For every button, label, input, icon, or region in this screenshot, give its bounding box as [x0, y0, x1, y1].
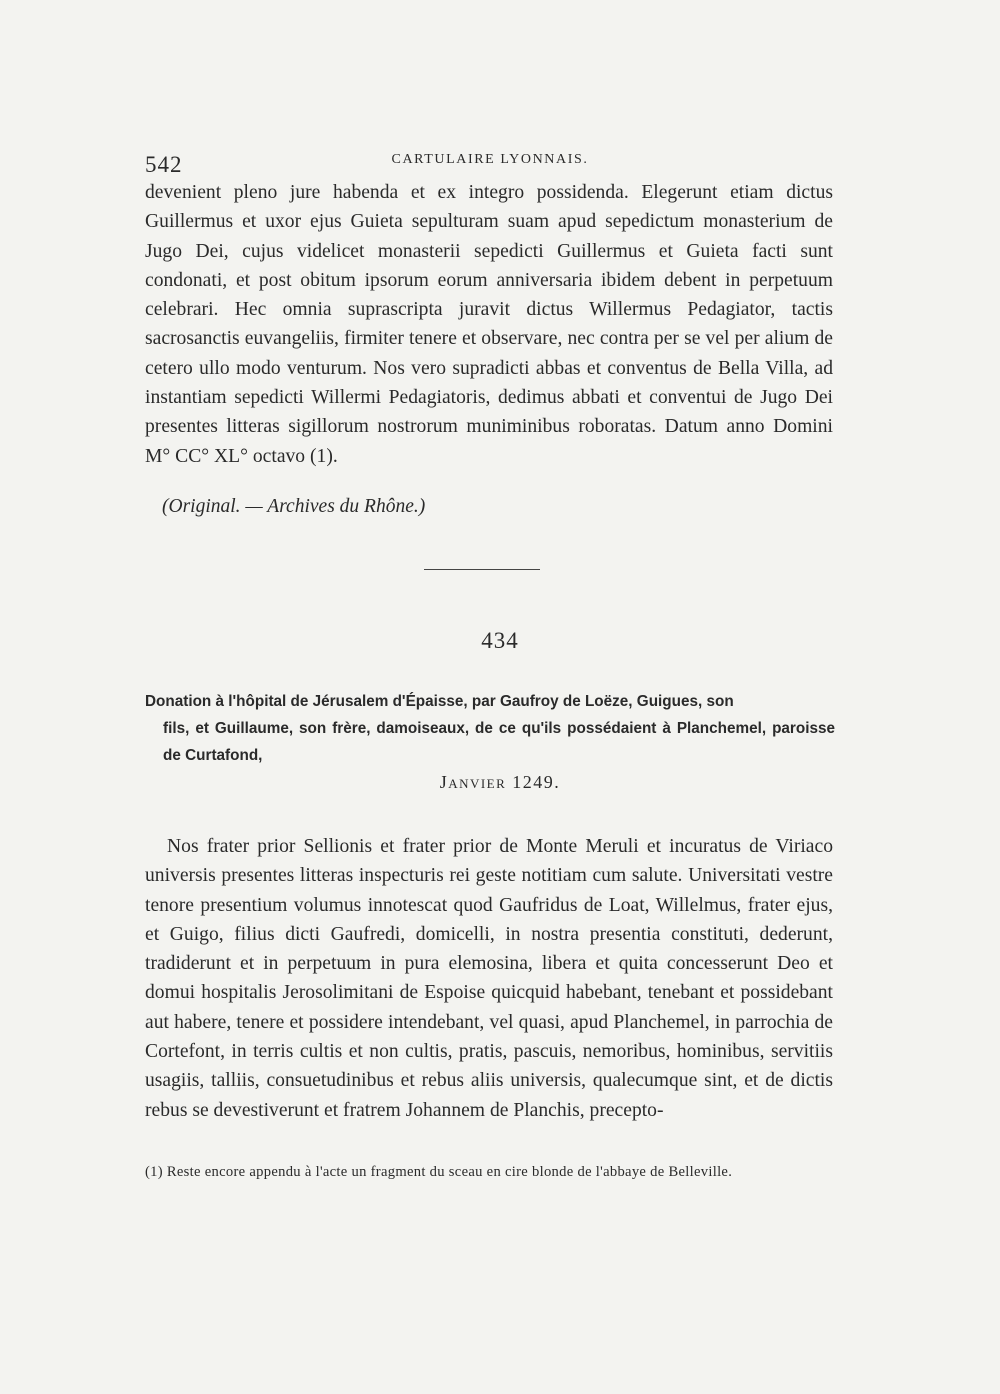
- document-summary: [145, 688, 835, 769]
- continuation-paragraph-block: [145, 178, 833, 471]
- charter-text: Nos frater prior Sellionis et frater prior de Monte Meruli et incuratus de Viriaco universis presentes litteras inspecturis rei geste notitiam cum salute. Universitati vestre tenore presentium volumus innotescat quod Gaufridus de Loat, Willelmus, frater ejus, et Guigo, filius dicti Gaufredi, domicelli, in nostra presentia constituti, dederunt, tradiderunt et in perpetuum in pura elemosina, libera et quita concesserunt Deo et domui hospitalis Jerosolimitani de Espoise quicquid habebant, tenebant et possidebant aut habere, tenere et possidere intendebant, vel quasi, apud Planchemel, in parrochia de Cortefont, in terris cultis et non cultis, pratis, pascuis, nemoribus, hominibus, servitiis usagiis, talliis, consuetudinibus et rebus aliis universis, qualecumque sint, et de dictis rebus se devestiverunt et fratrem Johannem de Planchis, precepto-: [145, 836, 833, 1121]
- section-divider: [424, 569, 540, 570]
- continuation-paragraph: devenient pleno jure habenda et ex integro possidenda. Elegerunt etiam dictus Guillermus et uxor ejus Guieta sepulturam suam apud sepedictum monasterium de Jugo Dei, cujus videlicet monasterii sepedicti Guillermus et Guieta facti sunt condonati, et post obitum ipsorum eorum anniversaria ibidem debent in perpetuum celebrari. Hec omnia suprascripta juravit dictus Willermus Pedagiator, tactis sacrosanctis euvangeliis, firmiter tenere et observare, nec contra per se vel per alium de cetero ullo modo venturum. Nos vero supradicti abbas et conventus de Bella Villa, ad instantiam sepedicti Willermi Pedagiatoris, dedimus abbati et conventui de Jugo Dei presentes litteras sigillorum nostrorum muniminibus roboratas. Datum anno Domini M° CC° XL° octavo (1).: [145, 182, 833, 467]
- running-head: [145, 148, 835, 178]
- charter-text-block: [145, 832, 833, 1125]
- document-date: Janvier 1249.: [439, 772, 561, 792]
- summary-continuation: fils, et Guillaume, son frère, damoiseaux, de ce qu'ils possédaient à Planchemel, paroisse de Curtafond,: [163, 720, 835, 764]
- footnote: [145, 1162, 833, 1183]
- source-note: (Original. — Archives du Rhône.): [162, 496, 426, 517]
- running-title: CARTULAIRE LYONNAIS.: [391, 152, 589, 167]
- footnote-text: (1) Reste encore appendu à l'acte un fragment du sceau en cire blonde de l'abbaye de Belleville.: [145, 1164, 733, 1180]
- document-number: 434: [481, 628, 519, 653]
- page-number: 542: [145, 152, 183, 177]
- summary-first-line: Donation à l'hôpital de Jérusalem d'Épaisse, par Gaufroy de Loëze, Guigues, son: [145, 693, 734, 710]
